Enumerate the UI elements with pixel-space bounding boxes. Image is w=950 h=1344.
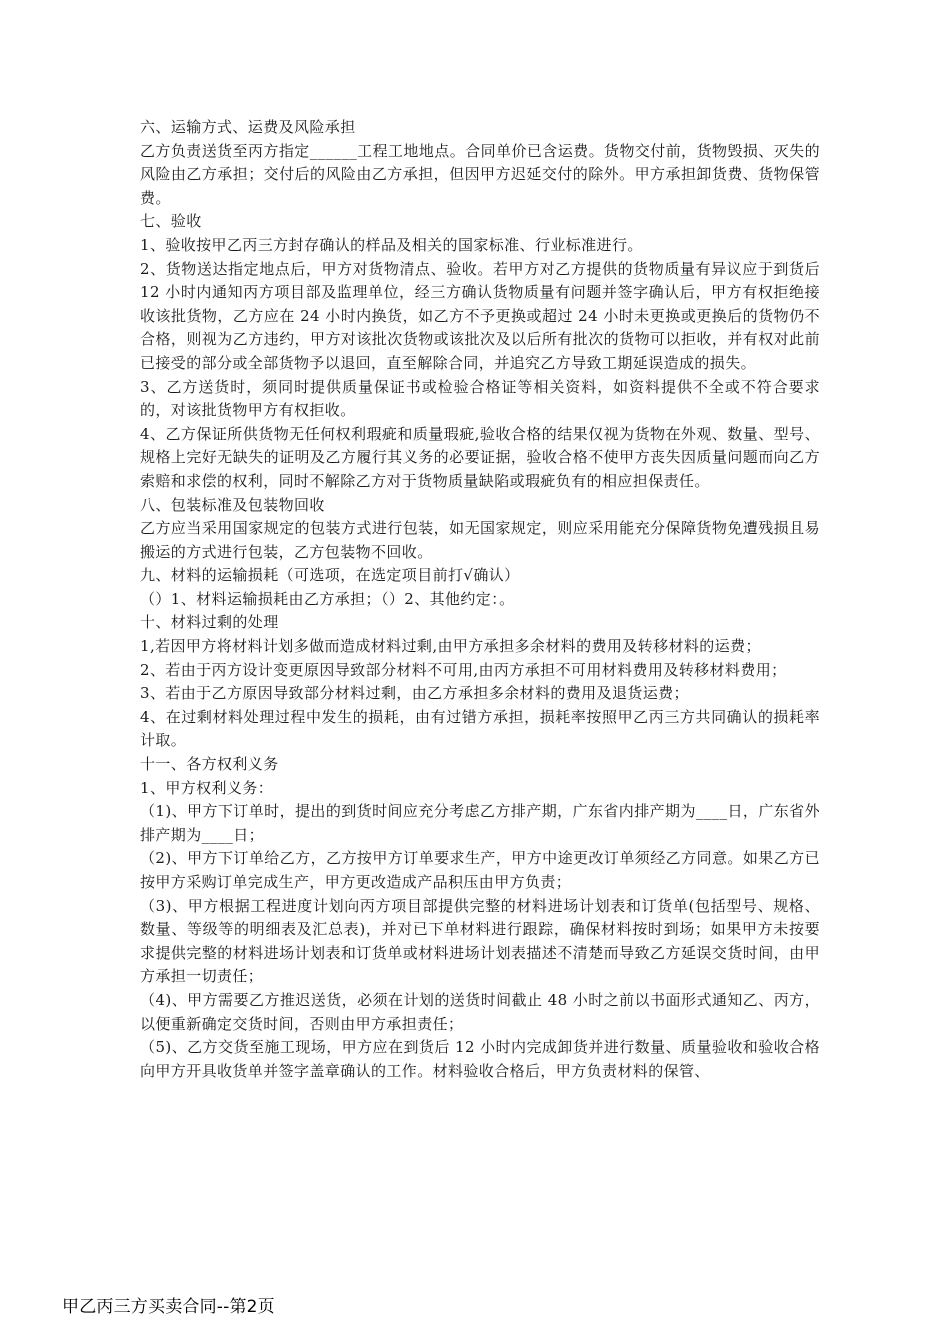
section-10-item-1: 1,若因甲方将材料计划多做而造成材料过剩,由甲方承担多余材料的费用及转移材料的运费； bbox=[140, 637, 761, 656]
document-body bbox=[140, 116, 820, 1083]
section-11-heading: 十一、各方权利义务 bbox=[140, 755, 279, 774]
section-10-item-4: 4、在过剩材料处理过程中发生的损耗，由有过错方承担，损耗率按照甲乙丙三方共同确认的损耗率计取。 bbox=[140, 707, 820, 750]
section-9-heading: 九、材料的运输损耗（可选项，在选定项目前打√确认） bbox=[140, 566, 520, 585]
section-11-clause-4: （4)、甲方需要乙方推迟送货，必须在计划的送货时间截止 48 小时之前以书面形式通知乙、丙方，以便重新确定交货时间，否则由甲方承担责任； bbox=[140, 990, 820, 1033]
section-11-clause-1: （1)、甲方下订单时，提出的到货时间应充分考虑乙方排产期，广东省内排产期为____日，广东省外排产期为____日； bbox=[140, 802, 820, 844]
section-9-options: （）1、材料运输损耗由乙方承担；（）2、其他约定：。 bbox=[140, 589, 515, 608]
section-7-heading: 七、验收 bbox=[140, 212, 202, 231]
section-8-paragraph: 乙方应当采用国家规定的包装方式进行包装，如无国家规定，则应采用能充分保障货物免遭残损且易搬运的方式进行包装，乙方包装物不回收。 bbox=[140, 519, 820, 561]
section-11-subheading: 1、甲方权利义务： bbox=[140, 778, 274, 797]
section-7-item-2: 2、货物送达指定地点后，甲方对货物清点、验收。若甲方对乙方提供的货物质量有异议应于到货后 12 小时内通知丙方项目部及监理单位，经三方确认货物质量有问题并签字确认后，甲方有权拒绝接收该批货物，乙方应在 24 小时内换货，如乙方不予更换或超过 24 小时未更换或更换后的货物仍不合格，则视为乙方违约，甲方对该批次货物或该批次及以后所有批次的货物可以拒收，并有权对此前已接受的部分或全部货物予以退回，直至解除合同，并追究乙方导致工期延误造成的损失。 bbox=[140, 259, 820, 372]
page-footer: 甲乙丙三方买卖合同--第2页 bbox=[62, 1297, 275, 1317]
section-7-item-3: 3、乙方送货时，须同时提供质量保证书或检验合格证等相关资料，如资料提供不全或不符合要求的，对该批货物甲方有权拒收。 bbox=[140, 377, 820, 420]
section-7-item-1: 1、验收按甲乙丙三方封存确认的样品及相关的国家标准、行业标准进行。 bbox=[140, 235, 643, 254]
section-11-clause-5: （5)、乙方交货至施工现场，甲方应在到货后 12 小时内完成卸货并进行数量、质量验收和验收合格向甲方开具收货单并签字盖章确认的工作。材料验收合格后，甲方负责材料的保管、 bbox=[140, 1038, 820, 1080]
section-6-paragraph: 乙方负责送货至丙方指定______工程工地地点。合同单价已含运费。货物交付前，货物毁损、灭失的风险由乙方承担；交付后的风险由乙方承担，但因甲方迟延交付的除外。甲方承担卸货费、货物保管费。 bbox=[140, 141, 820, 207]
section-7-item-4: 4、乙方保证所供货物无任何权利瑕疵和质量瑕疵,验收合格的结果仅视为货物在外观、数量、型号、规格上完好无缺失的证明及乙方履行其义务的必要证据，验收合格不使甲方丧失因质量问题而向乙方索赔和求偿的权利，同时不解除乙方对于货物质量缺陷或瑕疵负有的相应担保责任。 bbox=[140, 424, 820, 490]
section-8-heading: 八、包装标准及包装物回收 bbox=[140, 495, 325, 514]
section-11-clause-2: （2)、甲方下订单给乙方，乙方按甲方订单要求生产，甲方中途更改订单须经乙方同意。如果乙方已按甲方采购订单完成生产，甲方更改造成产品积压由甲方负责； bbox=[140, 849, 820, 891]
section-10-item-2: 2、若由于丙方设计变更原因导致部分材料不可用,由丙方承担不可用材料费用及转移材料费用； bbox=[140, 660, 787, 679]
section-6-heading: 六、运输方式、运费及风险承担 bbox=[140, 118, 356, 136]
section-10-item-3: 3、若由于乙方原因导致部分材料过剩，由乙方承担多余材料的费用及退货运费； bbox=[140, 684, 689, 703]
section-10-heading: 十、材料过剩的处理 bbox=[140, 613, 279, 632]
section-11-clause-3: （3)、甲方根据工程进度计划向丙方项目部提供完整的材料进场计划表和订货单(包括型号、规格、数量、等级等的明细表及汇总表)，并对已下单材料进行跟踪，确保材料按时到场；如果甲方未按要求提供完整的材料进场计划表和订货单或材料进场计划表描述不清楚而导致乙方延误交货时间，由甲方承担一切责任； bbox=[140, 896, 820, 986]
